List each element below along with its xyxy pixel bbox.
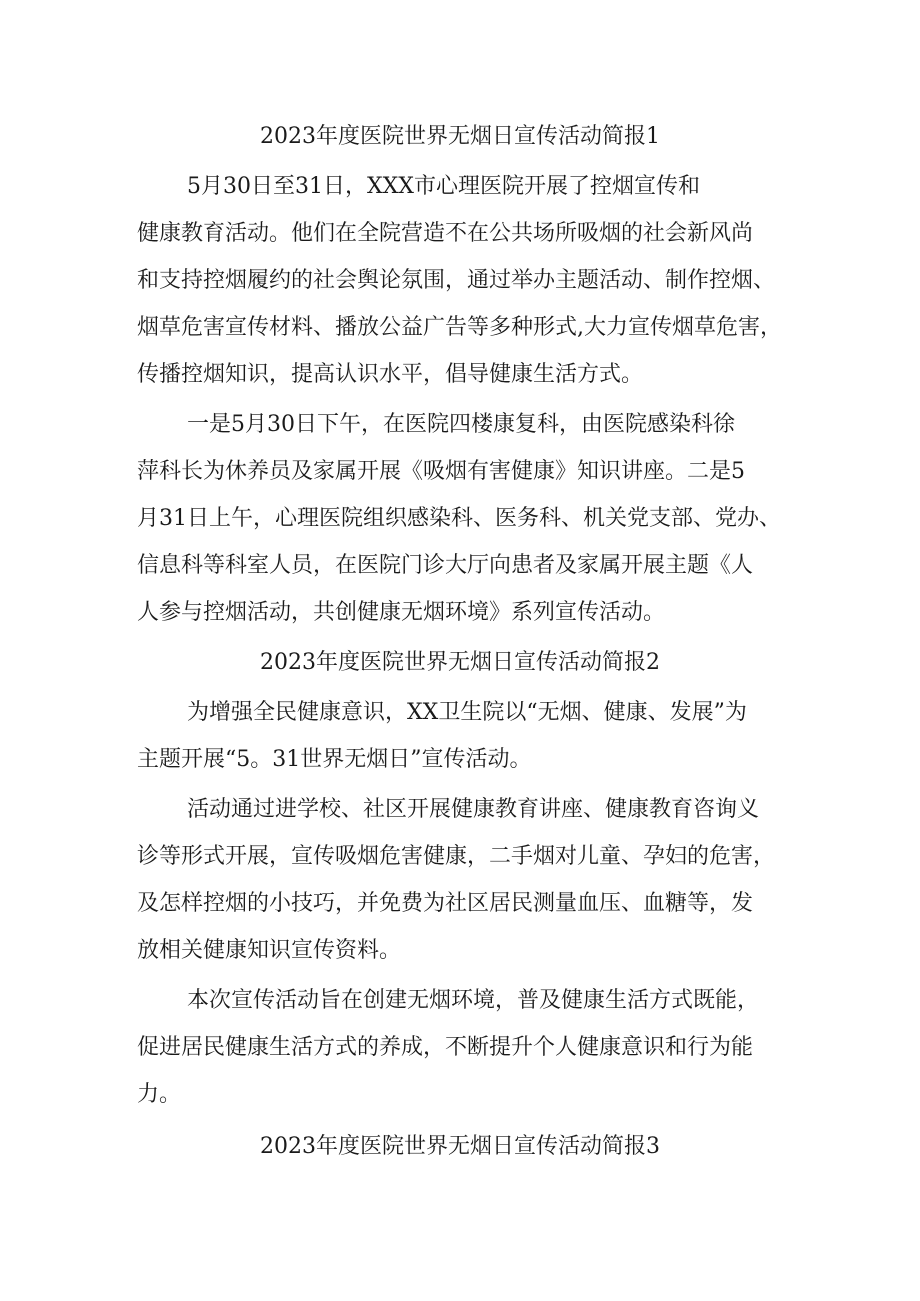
paragraph-line: 放相关健康知识宣传资料。 <box>137 938 402 963</box>
paragraph-line: 5月30日至31日，XXX市心理医院开展了控烟宣传和 <box>187 174 700 199</box>
paragraph-line: 传播控烟知识，提高认识水平，倡导健康生活方式。 <box>137 362 644 387</box>
paragraph-line: 信息科等科室人员，在医院门诊大厅向患者及家属开展主题《人 <box>137 553 754 578</box>
paragraph-line: 本次宣传活动旨在创建无烟环境，普及健康生活方式既能， <box>187 988 760 1013</box>
paragraph-line: 力。 <box>137 1082 182 1107</box>
paragraph-line: 促进居民健康生活方式的养成，不断提升个人健康意识和行为能 <box>137 1035 754 1060</box>
paragraph-line: 诊等形式开展，宣传吸烟危害健康，二手烟对儿童、孕妇的危害， <box>137 844 776 869</box>
paragraph-line: 人参与控烟活动，共创健康无烟环境》系列宣传活动。 <box>137 600 666 625</box>
paragraph-line: 活动通过进学校、社区开展健康教育讲座、健康教育咨询义 <box>187 797 760 822</box>
paragraph-line: 月31日上午，心理医院组织感染科、医务科、机关党支部、党办、 <box>137 506 781 531</box>
paragraph-line: 和支持控烟履约的社会舆论氛围，通过举办主题活动、制作控烟、 <box>137 268 776 293</box>
section-title-1: 2023年度医院世界无烟日宣传活动简报1 <box>260 124 660 149</box>
section-title-3: 2023年度医院世界无烟日宣传活动简报3 <box>260 1134 660 1159</box>
section-title-2: 2023年度医院世界无烟日宣传活动简报2 <box>260 650 660 675</box>
paragraph-line: 主题开展“5。31世界无烟日”宣传活动。 <box>137 747 532 772</box>
paragraph-line: 烟草危害宣传材料、播放公益广告等多种形式,大力宣传烟草危害， <box>137 315 782 340</box>
paragraph-line: 萍科长为休养员及家属开展《吸烟有害健康》知识讲座。二是5 <box>137 459 745 484</box>
paragraph-line: 为增强全民健康意识，XX卫生院以“无烟、健康、发展”为 <box>187 700 747 725</box>
paragraph-line: 及怎样控烟的小技巧，并免费为社区居民测量血压、血糖等，发 <box>137 891 754 916</box>
paragraph-line: 一是5月30日下午，在医院四楼康复科，由医院感染科徐 <box>187 412 735 437</box>
paragraph-line: 健康教育活动。他们在全院营造不在公共场所吸烟的社会新风尚 <box>137 221 754 246</box>
